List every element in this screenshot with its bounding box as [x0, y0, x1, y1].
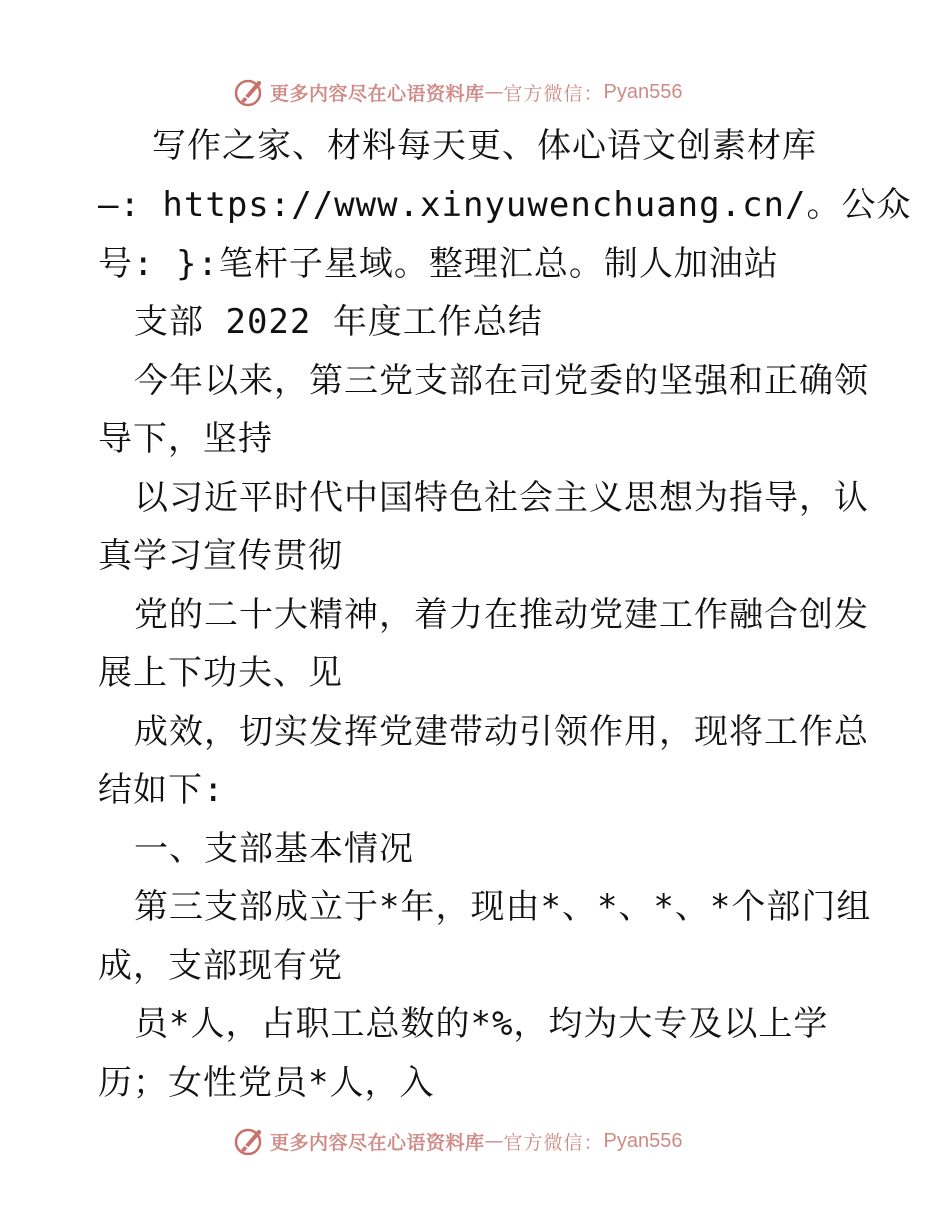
- quill-logo-icon: [232, 75, 266, 109]
- doc-line-12: 结如下:: [98, 770, 225, 810]
- quill-logo-icon: [232, 1124, 266, 1158]
- watermark-text: 更多内容尽在心语资料库: [270, 1131, 485, 1154]
- doc-line-1: 写作之家、材料每天更、体心语文创素材库: [152, 126, 817, 166]
- footer-watermark-banner: [0, 1121, 950, 1161]
- watermark-wechat-id: Pyan556: [603, 1129, 683, 1152]
- doc-line-16: 员*人，占职工总数的*%，均为大专及以上学: [134, 1004, 829, 1044]
- doc-line-8: 真学习宣传贯彻: [98, 536, 343, 576]
- doc-line-15: 成，支部现有党: [98, 946, 343, 986]
- watermark-wechat-label: 官方微信：: [503, 82, 604, 105]
- watermark-wechat-id: Pyan556: [603, 80, 683, 103]
- doc-line-6: 导下，坚持: [98, 419, 273, 459]
- doc-line-14: 第三支部成立于*年，现由*、*、*、*个部门组: [134, 887, 872, 927]
- header-watermark-banner: [0, 72, 950, 112]
- doc-line-9: 党的二十大精神，着力在推动党建工作融合创发: [134, 595, 869, 635]
- section-heading-1: 一、支部基本情况: [134, 829, 414, 869]
- doc-line-17: 历；女性党员*人，入: [98, 1063, 435, 1103]
- doc-line-10: 展上下功夫、见: [98, 653, 343, 693]
- doc-line-5: 今年以来，第三党支部在司党委的坚强和正确领: [134, 361, 869, 401]
- doc-title: 支部 2022 年度工作总结: [134, 302, 543, 342]
- doc-line-11: 成效，切实发挥党建带动引领作用，现将工作总: [134, 712, 869, 752]
- watermark-dash: —: [484, 81, 504, 103]
- watermark-wechat-label: 官方微信：: [503, 1131, 604, 1154]
- doc-line-2: —: https://www.xinyuwenchuang.cn/。公众: [98, 185, 912, 225]
- doc-line-7: 以习近平时代中国特色社会主义思想为指导，认: [134, 478, 869, 518]
- watermark-dash: —: [484, 1130, 504, 1152]
- doc-line-3: 号: }:笔杆子星域。整理汇总。制人加油站: [98, 244, 779, 284]
- watermark-text: 更多内容尽在心语资料库: [270, 82, 485, 105]
